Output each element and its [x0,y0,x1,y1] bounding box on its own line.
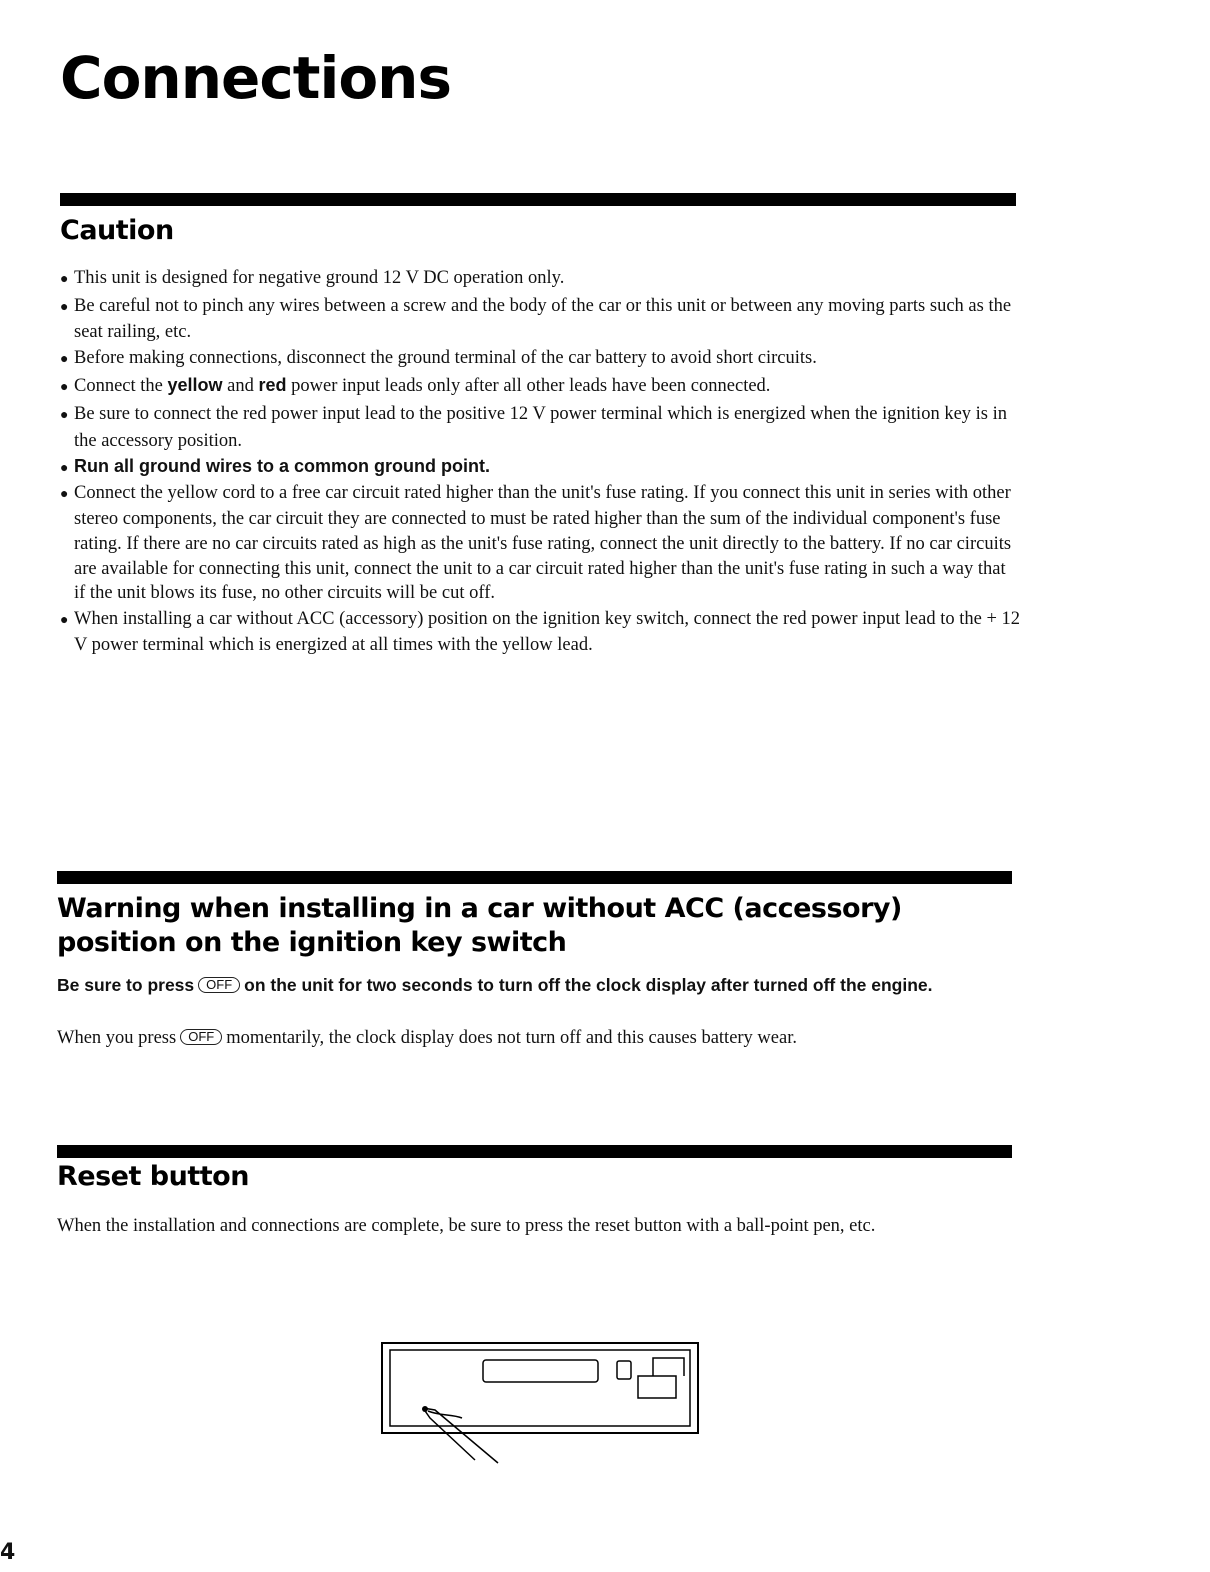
list-item: ● This unit is designed for negative ground 12 V DC operation only. [60,266,1020,293]
section-rule-reset [57,1145,1012,1158]
caution-list [60,266,1020,659]
list-item: ● Connect the yellow cord to a free car circuit rated higher than the unit's fuse rating. If you connect this unit in series with other stereo components, the car circuit they are connected to must be rated higher than the sum of the individual component's fuse rating. If there are no car circuits rated as high as the unit's fuse rating, connect the unit directly to the battery. If no car circuits are available for connecting this unit, connect the unit to a car circuit rated higher than the unit's fuse rating in such a way that if the unit blows its fuse, no other circuits will be cut off. [60,482,1012,604]
page-number: 4 [0,1540,16,1565]
list-item: ● Before making connections, disconnect the ground terminal of the car battery to avoid short circuits. [60,346,1020,373]
yellow-keyword: yellow [167,375,223,396]
display-slot [483,1360,598,1382]
bullet-icon: ● [60,351,69,367]
ballpoint-pen-icon [423,1408,498,1463]
off-key-icon: OFF [198,977,240,993]
reset-button-icon [422,1406,428,1412]
panel-button [638,1376,676,1398]
bullet-icon: ● [60,299,69,315]
bullet-icon: ● [60,612,69,628]
warning-instruction: Be sure to press OFF on the unit for two seconds to turn off the clock display after turned off the engine. [57,975,933,995]
red-keyword: red [258,375,287,396]
unit-inner-frame [390,1350,690,1426]
bullet-icon: ● [60,272,69,287]
small-button [617,1361,631,1379]
section-rule-caution [60,193,1016,206]
list-item: ● Be careful not to pinch any wires between a screw and the body of the car or this unit or between any moving parts such as the seat railing, etc. [60,295,1012,343]
panel-step [653,1358,684,1376]
list-item: ● Be sure to connect the red power input lead to the positive 12 V power terminal which is energized when the ignition key is in the accessory position. [60,403,1008,451]
list-item: ● When installing a car without ACC (accessory) position on the ignition key switch, connect the red power input lead to the + 12 V power terminal which is energized at all times with the yellow lead. [60,608,1021,656]
page-title: Connections [60,44,451,112]
bullet-icon: ● [60,486,69,502]
list-item: ● Run all ground wires to a common ground point. [60,454,1020,480]
unit-outer-frame [382,1343,698,1433]
reset-heading: Reset button [57,1161,249,1192]
bullet-icon: ● [60,459,69,476]
list-item: ● Connect the yellow and red power input leads only after all other leads have been connected. [60,373,1020,401]
off-key-icon: OFF [180,1029,222,1045]
reset-text: When the installation and connections are complete, be sure to press the reset button with a ball-point pen, etc. [57,1216,876,1236]
reset-button-illustration [380,1338,710,1468]
section-rule-warning [57,871,1012,884]
bullet-icon: ● [60,380,69,396]
caution-heading: Caution [60,215,174,246]
warning-note: When you press OFF momentarily, the clock display does not turn off and this causes battery wear. [57,1028,797,1048]
warning-heading: Warning when installing in a car without ACC (accessory) position on the ignition key switch [57,893,902,958]
bullet-icon: ● [60,407,69,423]
